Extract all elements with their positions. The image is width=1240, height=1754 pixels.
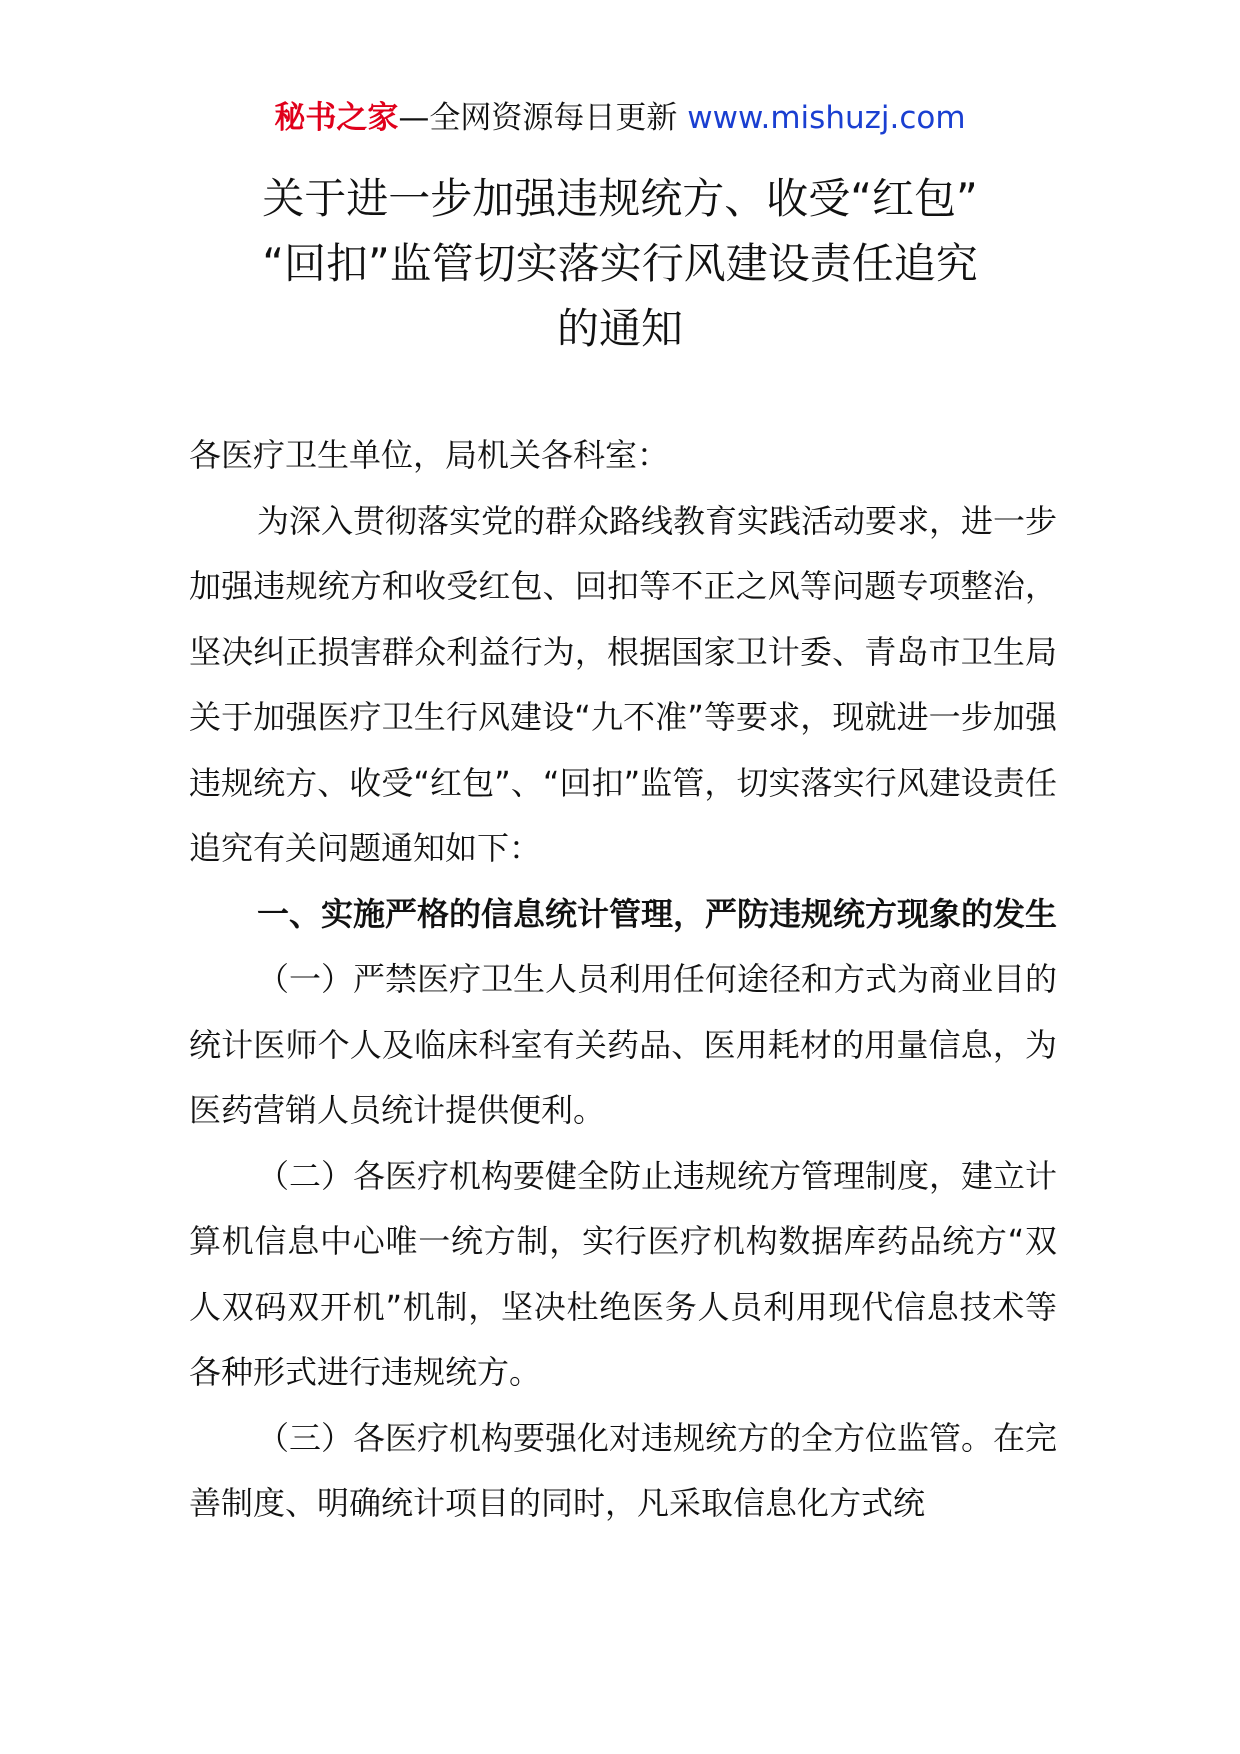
document-body <box>189 423 1057 1537</box>
site-slogan: —全网资源每日更新 <box>398 100 678 136</box>
salutation: 各医疗卫生单位，局机关各科室： <box>189 436 670 474</box>
title-line-1: 关于进一步加强违规统方、收受“红包” <box>262 174 978 223</box>
document-title <box>170 166 1070 361</box>
site-url-link[interactable]: www.mishuzj.com <box>687 100 966 136</box>
item-paragraph-3: （三）各医疗机构要强化对违规统方的全方位监管。在完善制度、明确统计项目的同时，凡采取信息化方式统 <box>189 1418 1058 1522</box>
site-header <box>0 98 1240 138</box>
title-line-2: “回扣”监管切实落实行风建设责任追究 <box>262 239 978 288</box>
intro-paragraph: 为深入贯彻落实党的群众路线教育实践活动要求，进一步加强违规统方和收受红包、回扣等不正之风等问题专项整治，坚决纠正损害群众利益行为，根据国家卫计委、青岛市卫生局关于加强医疗卫生行风建设“九不准”等要求，现就进一步加强违规统方、收受“红包”、“回扣”监管，切实落实行风建设责任追究有关问题通知如下： <box>189 501 1058 867</box>
item-paragraph-2: （二）各医疗机构要健全防止违规统方管理制度，建立计算机信息中心唯一统方制，实行医疗机构数据库药品统方“双人双码双开机”机制，坚决杜绝医务人员利用现代信息技术等各种形式进行违规统方。 <box>189 1156 1058 1391</box>
title-line-3: 的通知 <box>556 304 683 353</box>
section-heading-1: 一、实施严格的信息统计管理，严防违规统方现象的发生 <box>257 894 1058 933</box>
item-paragraph-1: （一）严禁医疗卫生人员利用任何途径和方式为商业目的统计医师个人及临床科室有关药品、医用耗材的用量信息，为医药营销人员统计提供便利。 <box>189 960 1058 1129</box>
site-brand: 秘书之家 <box>274 100 399 136</box>
